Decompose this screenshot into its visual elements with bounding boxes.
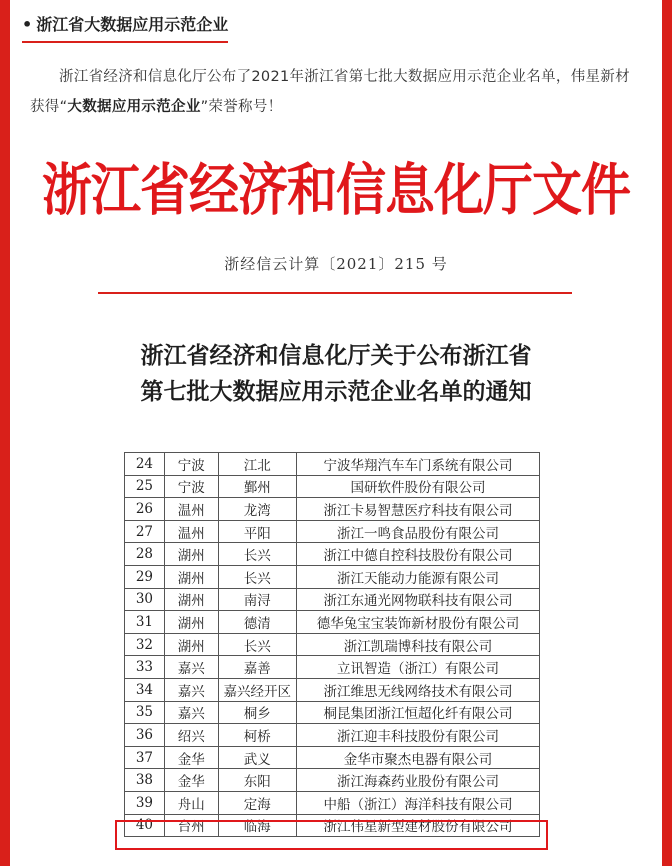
row-number: 38 <box>125 769 165 792</box>
notice-title-line1: 浙江省经济和信息化厅关于公布浙江省 <box>140 342 532 369</box>
row-company: 立讯智造（浙江）有限公司 <box>297 656 540 679</box>
table-row <box>125 475 540 498</box>
row-district: 平阳 <box>218 520 296 543</box>
table-row <box>125 611 540 634</box>
row-company: 浙江天能动力能源有限公司 <box>297 565 540 588</box>
row-company: 浙江海森药业股份有限公司 <box>297 769 540 792</box>
section-title <box>22 12 228 43</box>
row-city: 温州 <box>164 520 218 543</box>
highlight-box <box>115 820 548 850</box>
document-header: 浙江省经济和信息化厅文件 <box>42 156 630 223</box>
row-number: 40 <box>125 814 165 837</box>
row-city: 舟山 <box>164 791 218 814</box>
row-city: 嘉兴 <box>164 701 218 724</box>
row-city: 金华 <box>164 746 218 769</box>
bullet-icon: • <box>22 15 33 34</box>
row-company: 浙江中德自控科技股份有限公司 <box>297 543 540 566</box>
row-district: 龙湾 <box>218 498 296 521</box>
table-row <box>125 588 540 611</box>
row-city: 金华 <box>164 769 218 792</box>
row-district: 临海 <box>218 814 296 837</box>
row-number: 31 <box>125 611 165 634</box>
table-row <box>125 724 540 747</box>
intro-paragraph <box>30 62 642 122</box>
section-title-text: 浙江省大数据应用示范企业 <box>36 15 229 34</box>
row-number: 26 <box>125 498 165 521</box>
header-divider <box>98 292 572 294</box>
row-company: 浙江一鸣食品股份有限公司 <box>297 520 540 543</box>
row-district: 南浔 <box>218 588 296 611</box>
table-row <box>125 453 540 476</box>
company-table <box>124 452 540 837</box>
row-city: 台州 <box>164 814 218 837</box>
row-district: 长兴 <box>218 565 296 588</box>
row-company: 德华兔宝宝装饰新材股份有限公司 <box>297 611 540 634</box>
row-number: 25 <box>125 475 165 498</box>
intro-text-before: 浙江省经济和信息化厅公布了2021年浙江省第七批大数据应用示范企业名单，伟星新材获得“ <box>30 69 630 115</box>
row-number: 34 <box>125 678 165 701</box>
row-city: 湖州 <box>164 611 218 634</box>
row-company: 浙江东通光网物联科技有限公司 <box>297 588 540 611</box>
row-city: 湖州 <box>164 588 218 611</box>
row-city: 嘉兴 <box>164 656 218 679</box>
table-row <box>125 701 540 724</box>
row-number: 30 <box>125 588 165 611</box>
row-company: 浙江伟星新型建材股份有限公司 <box>297 814 540 837</box>
row-city: 湖州 <box>164 543 218 566</box>
table-row <box>125 678 540 701</box>
row-company: 浙江维思无线网络技术有限公司 <box>297 678 540 701</box>
row-district: 长兴 <box>218 543 296 566</box>
page-border-right <box>662 0 672 866</box>
table-row <box>125 791 540 814</box>
row-district: 武义 <box>218 746 296 769</box>
row-company: 中船（浙江）海洋科技有限公司 <box>297 791 540 814</box>
row-company: 国研软件股份有限公司 <box>297 475 540 498</box>
row-district: 定海 <box>218 791 296 814</box>
table-row <box>125 746 540 769</box>
row-district: 嘉兴经开区 <box>218 678 296 701</box>
row-district: 嘉善 <box>218 656 296 679</box>
row-number: 24 <box>125 453 165 476</box>
row-company: 金华市聚杰电器有限公司 <box>297 746 540 769</box>
row-city: 湖州 <box>164 633 218 656</box>
table-row <box>125 769 540 792</box>
row-city: 宁波 <box>164 475 218 498</box>
table-row <box>125 565 540 588</box>
row-number: 36 <box>125 724 165 747</box>
row-city: 宁波 <box>164 453 218 476</box>
table-row <box>125 656 540 679</box>
row-district: 德清 <box>218 611 296 634</box>
row-number: 27 <box>125 520 165 543</box>
row-company: 浙江卡易智慧医疗科技有限公司 <box>297 498 540 521</box>
document-number: 浙经信云计算〔2021〕215 号 <box>224 255 448 273</box>
row-number: 32 <box>125 633 165 656</box>
row-number: 28 <box>125 543 165 566</box>
intro-highlight: 大数据应用示范企业 <box>67 99 201 115</box>
row-number: 29 <box>125 565 165 588</box>
table-row <box>125 543 540 566</box>
row-company: 宁波华翔汽车车门系统有限公司 <box>297 453 540 476</box>
intro-text-after: ”荣誉称号！ <box>200 99 283 115</box>
row-district: 柯桥 <box>218 724 296 747</box>
page-border-left <box>0 0 10 866</box>
row-city: 温州 <box>164 498 218 521</box>
row-district: 东阳 <box>218 769 296 792</box>
notice-title <box>0 338 672 410</box>
table-row <box>125 520 540 543</box>
notice-title-line2: 第七批大数据应用示范企业名单的通知 <box>140 378 532 405</box>
row-number: 35 <box>125 701 165 724</box>
row-number: 33 <box>125 656 165 679</box>
row-number: 37 <box>125 746 165 769</box>
row-city: 嘉兴 <box>164 678 218 701</box>
table-row <box>125 498 540 521</box>
row-district: 桐乡 <box>218 701 296 724</box>
row-company: 浙江凯瑞博科技有限公司 <box>297 633 540 656</box>
row-district: 江北 <box>218 453 296 476</box>
row-number: 39 <box>125 791 165 814</box>
row-city: 绍兴 <box>164 724 218 747</box>
table-row <box>125 633 540 656</box>
row-company: 浙江迎丰科技股份有限公司 <box>297 724 540 747</box>
row-city: 湖州 <box>164 565 218 588</box>
row-company: 桐昆集团浙江恒超化纤有限公司 <box>297 701 540 724</box>
row-district: 长兴 <box>218 633 296 656</box>
row-district: 鄞州 <box>218 475 296 498</box>
